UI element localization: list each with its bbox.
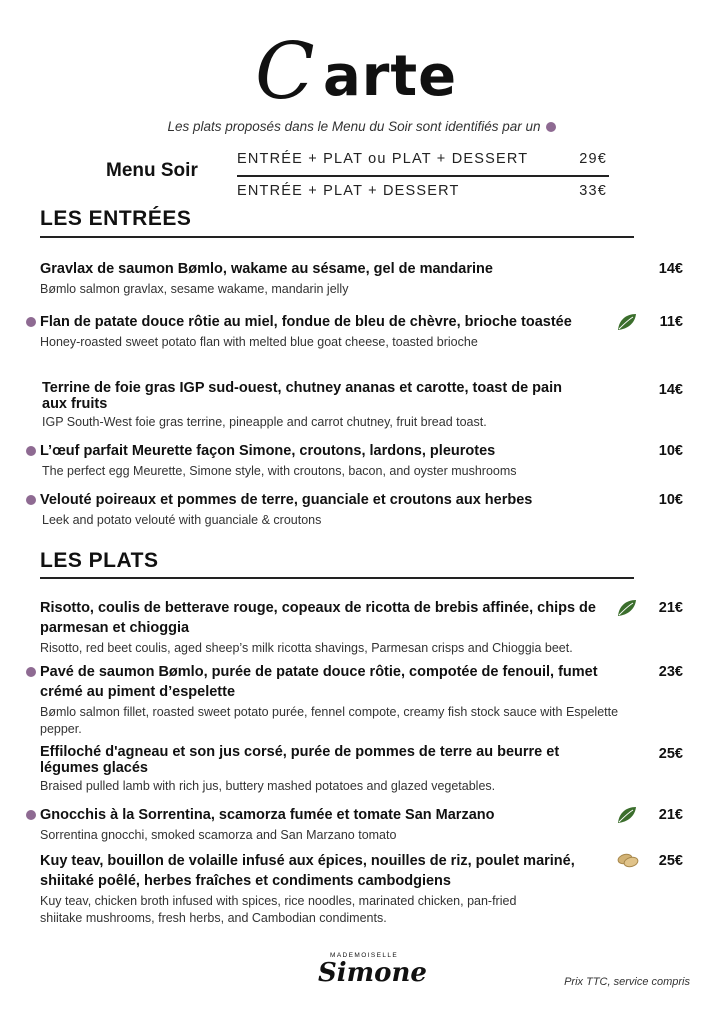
dish-price: 11€ xyxy=(659,314,683,330)
dish-translation: Bømlo salmon fillet, roasted sweet potato purée, fennel compote, creamy fish stock sauce with Espelette pepper. xyxy=(40,705,619,736)
dish-price: 25€ xyxy=(658,746,683,762)
dish-price: 14€ xyxy=(658,382,683,398)
menu-soir-option-price: 29€ xyxy=(579,151,607,167)
peanut-icon xyxy=(616,851,640,869)
menu-soir-marker-icon xyxy=(26,667,36,677)
menu-soir-marker-icon xyxy=(26,495,36,505)
menu-soir-option-text: ENTRÉE + PLAT ou PLAT + DESSERT xyxy=(237,151,529,167)
dish-price: 10€ xyxy=(658,443,683,459)
menu-item xyxy=(40,259,685,298)
dish-translation: Kuy teav, chicken broth infused with spices, rice noodles, marinated chicken, pan-fried shiitake mushrooms, fresh herbs, and Cambodian condiments. xyxy=(40,894,517,925)
menu-soir-option xyxy=(237,183,609,199)
section-rule xyxy=(40,236,634,238)
brand-logo-name: Simone xyxy=(318,958,427,988)
menu-soir-label: Menu Soir xyxy=(106,160,198,181)
brand-logo-top: MADEMOISELLE xyxy=(330,952,399,959)
dish-price: 10€ xyxy=(658,492,683,508)
subtitle-text: Les plats proposés dans le Menu du Soir sont identifiés par un xyxy=(167,119,541,134)
dish-translation: Braised pulled lamb with rich jus, buttery mashed potatoes and glazed vegetables. xyxy=(40,779,496,793)
dish-price: 14€ xyxy=(658,261,683,277)
dish-price: 21€ xyxy=(658,807,683,823)
menu-soir-divider xyxy=(237,175,609,177)
dish-name: Terrine de foie gras IGP sud-ouest, chutney ananas et carotte, toast de pain aux fruits xyxy=(42,380,562,412)
dish-name: Effiloché d'agneau et son jus corsé, purée de pommes de terre au beurre et légumes glacés xyxy=(40,744,560,776)
dish-price: 23€ xyxy=(658,664,683,680)
dish-translation: The perfect egg Meurette, Simone style, with croutons, bacon, and oyster mushrooms xyxy=(42,464,517,478)
leaf-icon xyxy=(616,805,638,825)
brand-logo xyxy=(318,952,427,996)
dish-name: Kuy teav, bouillon de volaille infusé aux épices, nouilles de riz, poulet mariné, shiitaké poêlé, herbes fraîches et condiments cambodgiens xyxy=(40,853,575,889)
section-title-plats: LES PLATS xyxy=(40,549,159,572)
menu-item xyxy=(40,805,685,844)
dish-translation: Sorrentina gnocchi, smoked scamorza and San Marzano tomato xyxy=(40,828,397,842)
dish-name: Gnocchis à la Sorrentina, scamorza fumée et tomate San Marzano xyxy=(40,807,495,823)
dish-translation: Bømlo salmon gravlax, sesame wakame, mandarin jelly xyxy=(40,282,349,296)
dish-name: Flan de patate douce rôtie au miel, fondue de bleu de chèvre, brioche toastée xyxy=(40,314,572,330)
menu-subtitle xyxy=(0,119,724,134)
menu-soir-marker-icon xyxy=(26,446,36,456)
menu-soir-option xyxy=(237,151,609,167)
menu-soir-option-text: ENTRÉE + PLAT + DESSERT xyxy=(237,183,460,199)
dish-price: 25€ xyxy=(658,853,683,869)
menu-item xyxy=(40,441,685,480)
menu-item xyxy=(40,490,685,529)
menu-item xyxy=(40,598,685,657)
dish-name: L’œuf parfait Meurette façon Simone, croutons, lardons, pleurotes xyxy=(40,443,496,459)
section-title-entrees: LES ENTRÉES xyxy=(40,207,192,230)
price-note: Prix TTC, service compris xyxy=(564,976,690,988)
leaf-icon xyxy=(616,312,638,332)
menu-soir-option-price: 33€ xyxy=(579,183,607,199)
menu-soir-marker-icon xyxy=(546,122,556,132)
dish-translation: Honey-roasted sweet potato flan with melted blue goat cheese, toasted brioche xyxy=(40,335,478,349)
dish-translation: Leek and potato velouté with guanciale & croutons xyxy=(42,513,322,527)
dish-name: Velouté poireaux et pommes de terre, guanciale et croutons aux herbes xyxy=(40,492,533,508)
section-rule xyxy=(40,577,634,579)
menu-soir-marker-icon xyxy=(26,317,36,327)
dish-name: Pavé de saumon Bømlo, purée de patate douce rôtie, compotée de fenouil, fumet crémé au piment d’espelette xyxy=(40,664,598,700)
leaf-icon xyxy=(616,598,638,618)
dish-price: 21€ xyxy=(658,600,683,616)
dish-translation: IGP South-West foie gras terrine, pineapple and carrot chutney, fruit bread toast. xyxy=(42,415,487,429)
menu-item xyxy=(40,851,685,927)
dish-name: Gravlax de saumon Bømlo, wakame au sésame, gel de mandarine xyxy=(40,261,493,277)
menu-item xyxy=(40,662,685,738)
menu-title-rest: arte xyxy=(323,44,458,109)
menu-item xyxy=(40,312,685,351)
menu-soir-marker-icon xyxy=(26,810,36,820)
menu-title-initial: C xyxy=(255,27,315,117)
menu-item xyxy=(42,380,685,431)
dish-translation: Risotto, red beet coulis, aged sheep’s milk ricotta shavings, Parmesan crisps and Chioggia beet. xyxy=(40,641,573,655)
menu-item xyxy=(40,744,685,795)
dish-name: Risotto, coulis de betterave rouge, copeaux de ricotta de brebis affinée, chips de parmesan et chioggia xyxy=(40,600,596,636)
